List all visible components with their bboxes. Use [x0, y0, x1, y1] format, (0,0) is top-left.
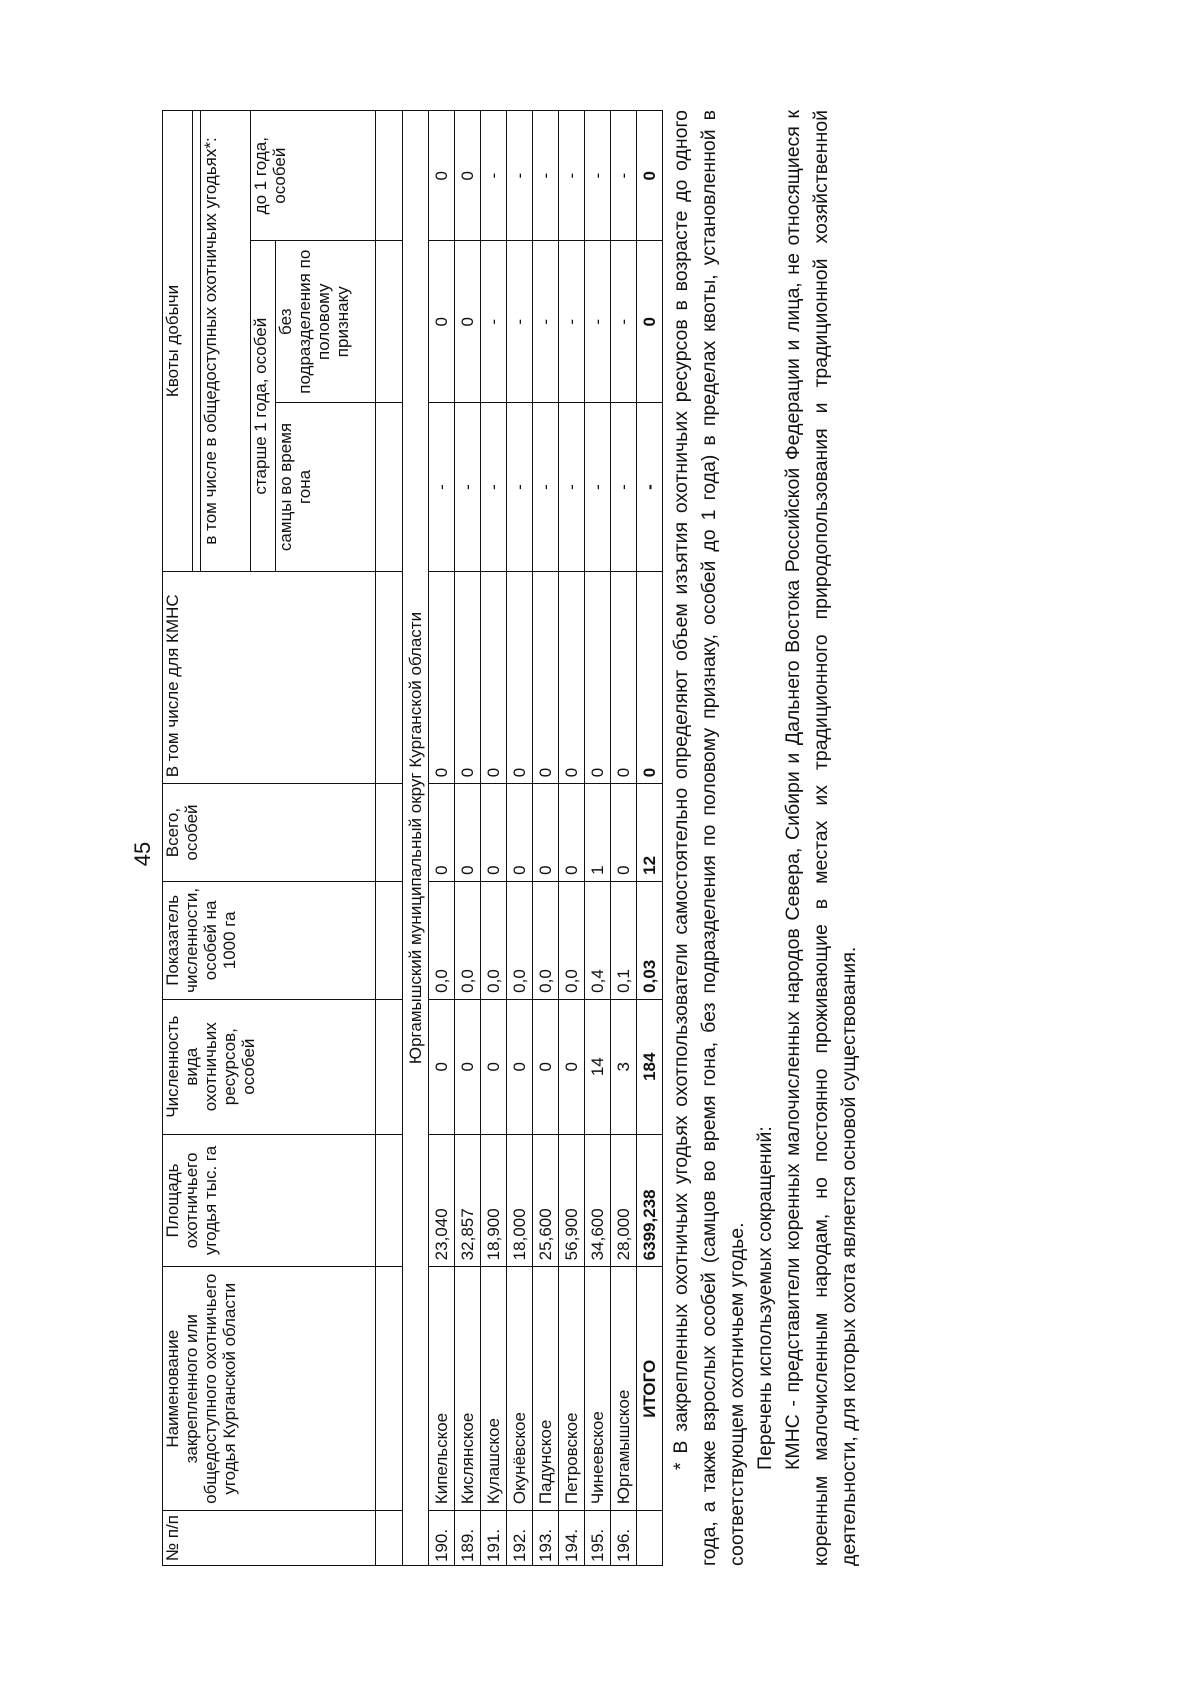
row-quota-total: 0: [559, 784, 585, 882]
row-population: 0: [533, 999, 559, 1134]
row-quota-total: 0: [481, 784, 507, 882]
row-quota-total: 0: [611, 784, 637, 882]
total-kmns: 0: [637, 571, 663, 783]
row-no-sex: 0: [429, 241, 455, 403]
row-young: -: [585, 111, 611, 241]
row-area: 28,000: [611, 1134, 637, 1267]
row-population: 0: [429, 999, 455, 1134]
row-num: 192.: [507, 1511, 533, 1566]
total-row: [637, 111, 663, 1566]
row-no-sex: -: [481, 241, 507, 403]
total-no-sex: 0: [637, 241, 663, 403]
row-density: 0,4: [585, 881, 611, 999]
row-young: -: [533, 111, 559, 241]
footnote: * В закрепленных охотничьих угодьях охотпользователи самостоятельно определяют объем изъятия охотничьих ресурсов в возрасте до одного года, а также взрослых особей (самцов во время гона, без подразделения по половому признаку, особей до 1 года) в пределах квоты, установленной в соответствующем охотничьем угодье.: [670, 110, 748, 1566]
header-population: Численность вида охотничьих ресурсов, особей: [163, 999, 376, 1134]
row-name: Кипельское: [429, 1267, 455, 1511]
row-quota-total: 0: [507, 784, 533, 882]
header-older-1y: старше 1 года, особей: [251, 241, 276, 572]
row-density: 0,1: [611, 881, 637, 999]
table-row: [533, 111, 559, 1566]
total-area: 6399,238: [637, 1134, 663, 1267]
row-young: 0: [429, 111, 455, 241]
row-population: 0: [559, 999, 585, 1134]
row-density: 0,0: [507, 881, 533, 999]
row-area: 32,857: [455, 1134, 481, 1267]
row-density: 0,0: [559, 881, 585, 999]
row-kmns: 0: [611, 571, 637, 783]
notes-section: [667, 110, 863, 1566]
row-name: Петровское: [559, 1267, 585, 1511]
row-no-sex: -: [533, 241, 559, 403]
row-area: 34,600: [585, 1134, 611, 1267]
empty-row: [376, 111, 403, 1566]
rotated-page-content: [162, 110, 942, 1566]
row-num: 191.: [481, 1511, 507, 1566]
row-population: 14: [585, 999, 611, 1134]
quota-table: [162, 110, 663, 1566]
row-population: 3: [611, 999, 637, 1134]
row-population: 0: [507, 999, 533, 1134]
header-area: Площадь охотничьего угодья тыс. га: [163, 1134, 376, 1267]
row-males: -: [507, 403, 533, 572]
row-name: Чинеевское: [585, 1267, 611, 1511]
row-population: 0: [481, 999, 507, 1134]
row-males: -: [533, 403, 559, 572]
table-row: [559, 111, 585, 1566]
row-population: 0: [455, 999, 481, 1134]
row-quota-total: 0: [455, 784, 481, 882]
total-males: -: [637, 403, 663, 572]
row-area: 23,040: [429, 1134, 455, 1267]
header-quota-total: Всего, особей: [163, 784, 376, 882]
row-males: -: [455, 403, 481, 572]
header-quota-kmns: В том числе для КМНС: [163, 571, 376, 783]
data-rows: [429, 111, 637, 1566]
total-quota: 12: [637, 784, 663, 882]
table-row: [429, 111, 455, 1566]
row-density: 0,0: [481, 881, 507, 999]
table-row: [585, 111, 611, 1566]
header-under-1y: до 1 года, особей: [251, 111, 376, 241]
row-young: -: [559, 111, 585, 241]
row-num: 193.: [533, 1511, 559, 1566]
header-density: Показатель численности, особей на 1000 га: [163, 881, 376, 999]
table-row: [611, 111, 637, 1566]
row-name: Кислянское: [455, 1267, 481, 1511]
row-name: Падунское: [533, 1267, 559, 1511]
row-num: 196.: [611, 1511, 637, 1566]
total-density: 0,03: [637, 881, 663, 999]
total-population: 184: [637, 999, 663, 1134]
row-no-sex: -: [507, 241, 533, 403]
row-kmns: 0: [429, 571, 455, 783]
header-public-lands: в том числе в общедоступных охотничьих угодьях*:: [201, 111, 251, 572]
row-quota-total: 0: [533, 784, 559, 882]
row-num: 190.: [429, 1511, 455, 1566]
row-males: -: [481, 403, 507, 572]
total-label: ИТОГО: [637, 1267, 663, 1511]
row-area: 18,000: [507, 1134, 533, 1267]
row-males: -: [611, 403, 637, 572]
row-young: -: [507, 111, 533, 241]
row-quota-total: 1: [585, 784, 611, 882]
row-no-sex: -: [611, 241, 637, 403]
row-density: 0,0: [429, 881, 455, 999]
row-name: Кулашское: [481, 1267, 507, 1511]
region-title: Юргамышский муниципальный округ Курганской области: [403, 111, 429, 1566]
header-males-rut: самцы во время гона: [276, 403, 376, 572]
row-name: Юргамышское: [611, 1267, 637, 1511]
table-row: [507, 111, 533, 1566]
row-no-sex: -: [585, 241, 611, 403]
row-area: 56,900: [559, 1134, 585, 1267]
page-number: 45: [130, 841, 155, 867]
row-young: 0: [455, 111, 481, 241]
header-num: № п/п: [163, 1511, 376, 1566]
region-row: [403, 111, 429, 1566]
row-kmns: 0: [481, 571, 507, 783]
total-num-cell: [637, 1511, 663, 1566]
row-num: 195.: [585, 1511, 611, 1566]
header-quotas-group: Квоты добычи: [163, 111, 193, 572]
row-quota-total: 0: [429, 784, 455, 882]
row-no-sex: 0: [455, 241, 481, 403]
row-kmns: 0: [533, 571, 559, 783]
abbrev-kmns: КМНС - представители коренных малочисленных народов Севера, Сибири и Дальнего Востока Российской Федерации и лица, не относящиеся к коренным малочисленным народам, но постоянно проживающие в местах их традиционного природопользования и традиционной хозяйственной деятельности, для которых охота является основой существования.: [782, 110, 860, 1566]
header-gap: [193, 111, 201, 572]
row-young: -: [611, 111, 637, 241]
row-kmns: 0: [559, 571, 585, 783]
row-no-sex: -: [559, 241, 585, 403]
table-row: [481, 111, 507, 1566]
table-row: [455, 111, 481, 1566]
row-males: -: [429, 403, 455, 572]
row-area: 25,600: [533, 1134, 559, 1267]
row-males: -: [585, 403, 611, 572]
row-name: Окунёвское: [507, 1267, 533, 1511]
row-num: 194.: [559, 1511, 585, 1566]
row-density: 0,0: [533, 881, 559, 999]
header-no-sex-division: без подразделения по половому признаку: [276, 241, 376, 403]
row-area: 18,900: [481, 1134, 507, 1267]
row-kmns: 0: [455, 571, 481, 783]
row-num: 189.: [455, 1511, 481, 1566]
row-density: 0,0: [455, 881, 481, 999]
row-males: -: [559, 403, 585, 572]
total-young: 0: [637, 111, 663, 241]
row-kmns: 0: [585, 571, 611, 783]
abbrev-title: Перечень используемых сокращений:: [754, 1126, 776, 1470]
row-kmns: 0: [507, 571, 533, 783]
row-young: -: [481, 111, 507, 241]
header-name: Наименование закрепленного или общедоступного охотничьего угодья Курганской области: [163, 1267, 376, 1511]
